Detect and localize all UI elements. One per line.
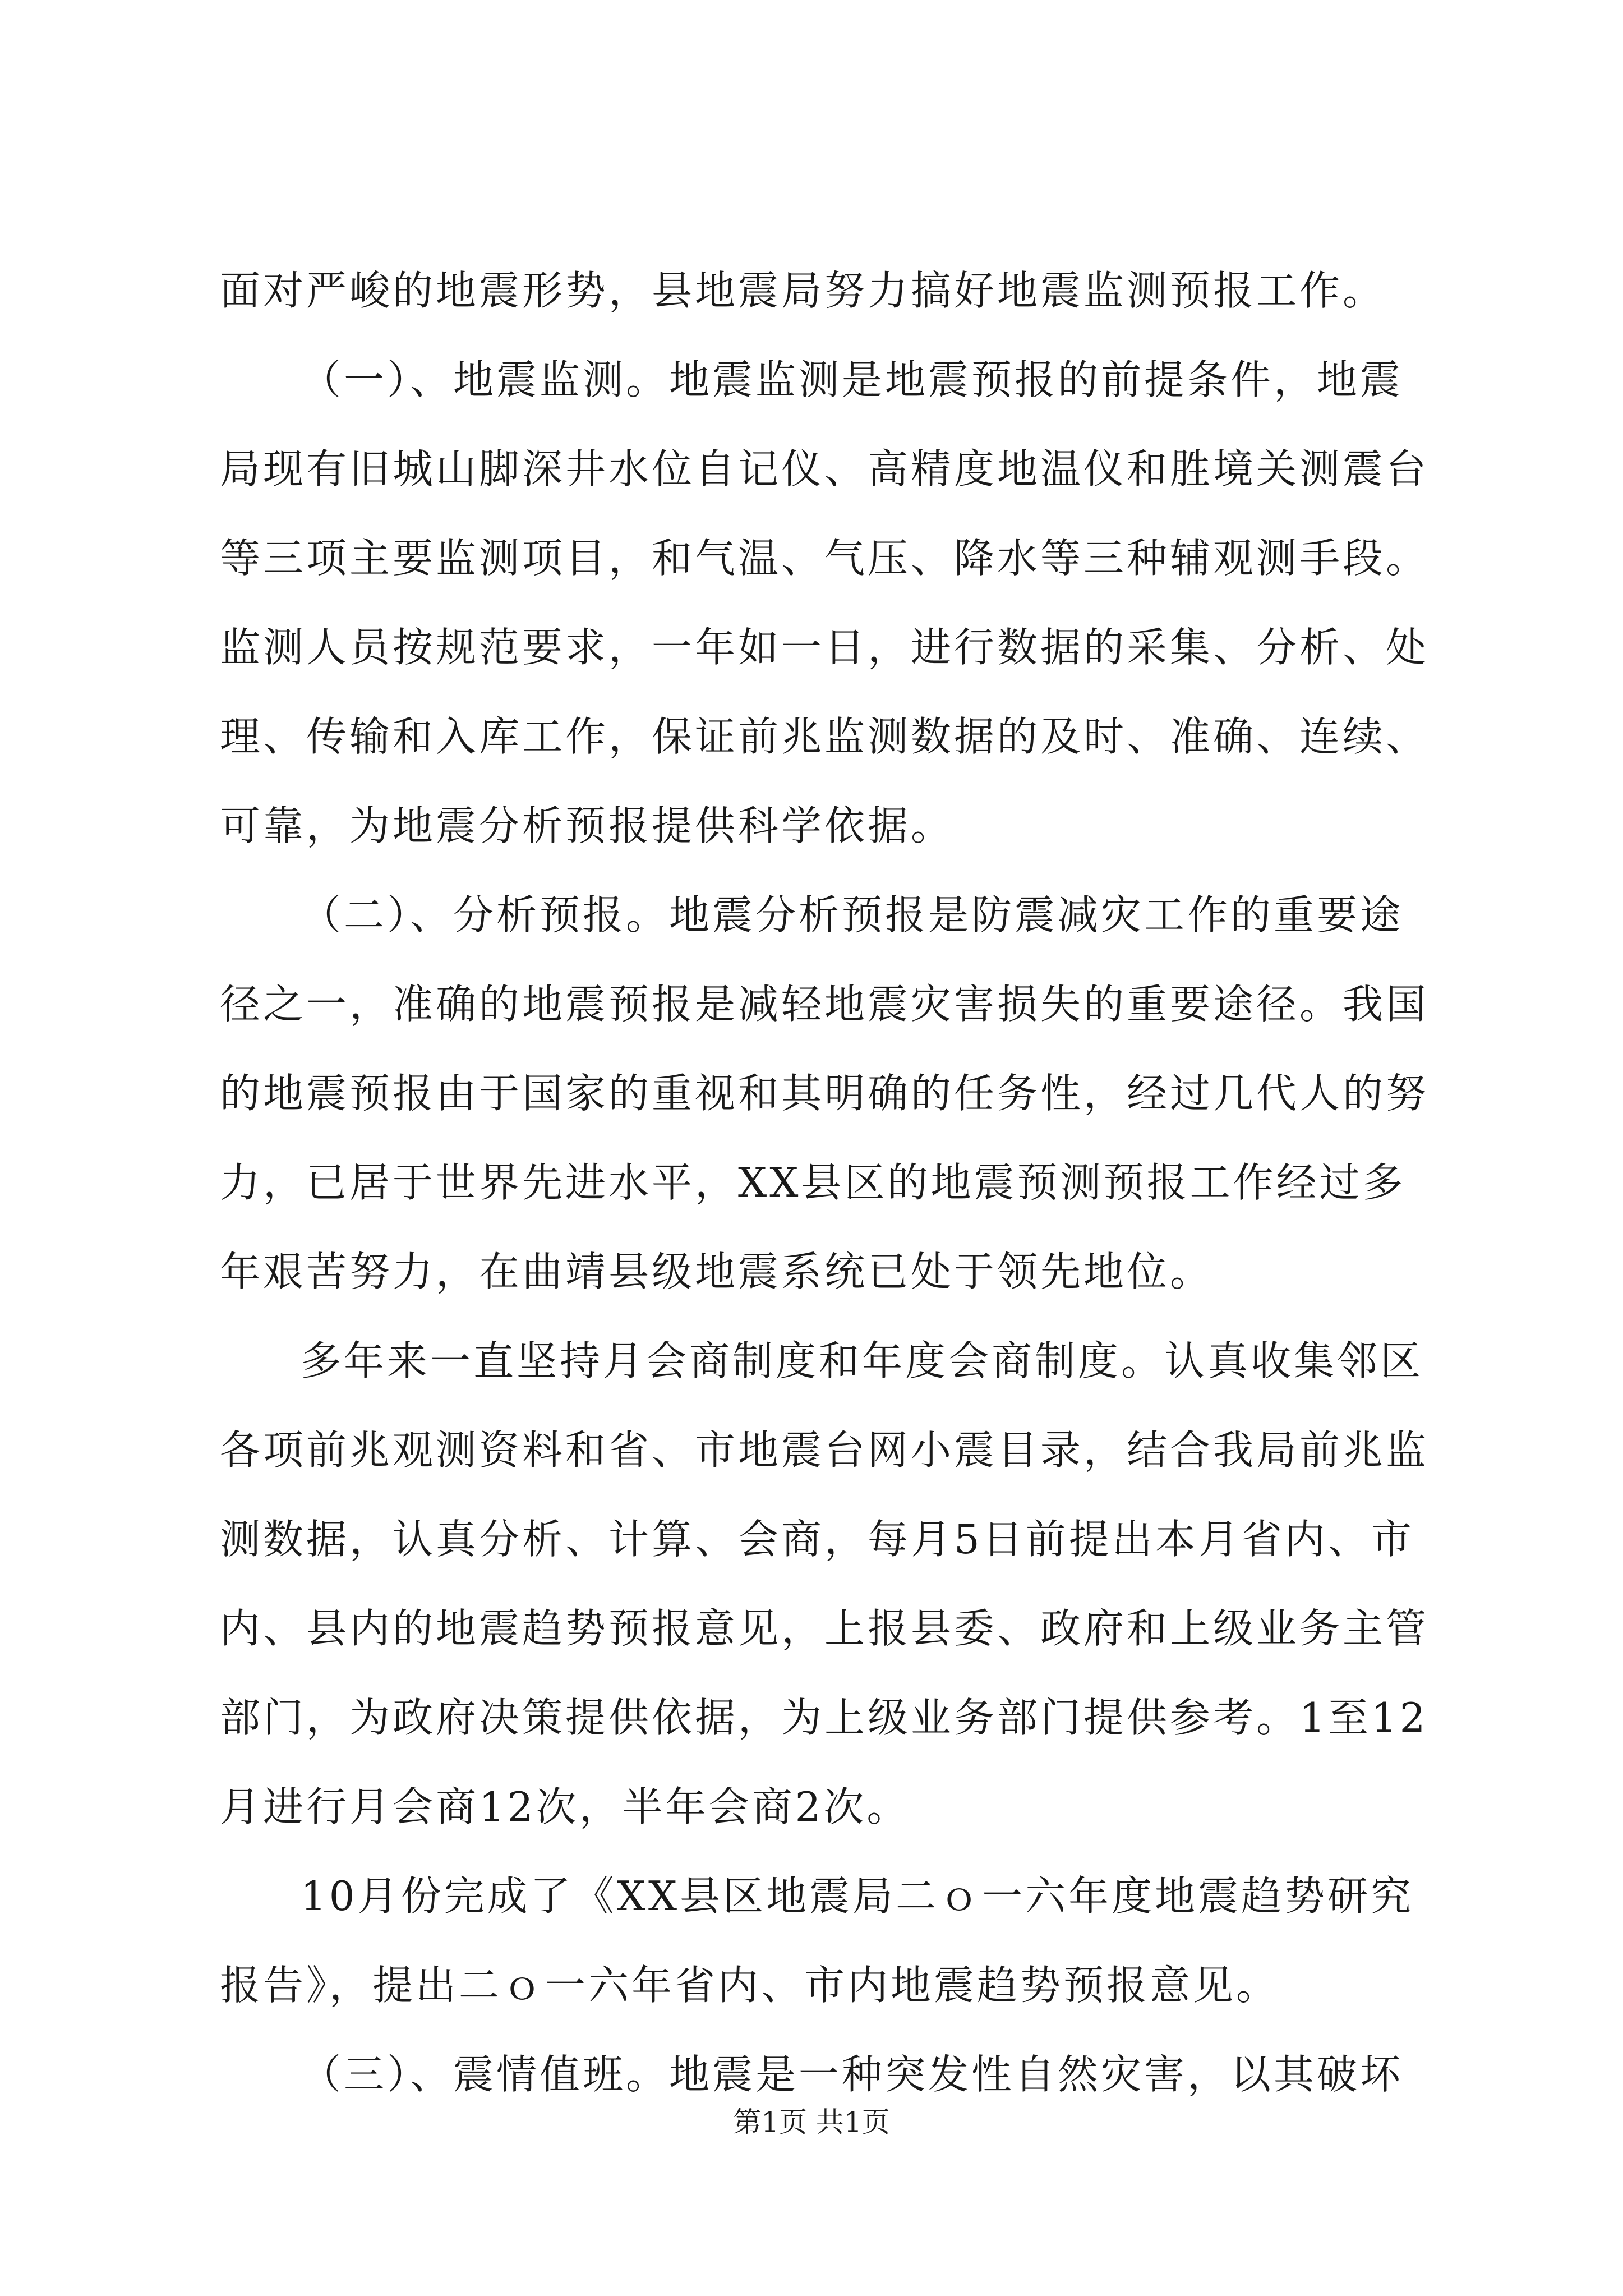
text-line: 年艰苦努力，在曲靖县级地震系统已处于领先地位。 (220, 1248, 1214, 1295)
text-line: 报告》，提出二ｏ一六年省内、市内地震趋势预报意见。 (220, 1962, 1280, 2009)
text-line: 10月份完成了《XX县区地震局二ｏ一六年度地震趋势研究 (301, 1872, 1414, 1920)
text-line: 理、传输和入库工作，保证前兆监测数据的及时、准确、连续、 (220, 713, 1430, 760)
text-line: 的地震预报由于国家的重视和其明确的任务性，经过几代人的努 (220, 1070, 1430, 1117)
text-line: 力，已居于世界先进水平，XX县区的地震预测预报工作经过多 (220, 1159, 1406, 1206)
text-line: 面对严峻的地震形势，县地震局努力搞好地震监测预报工作。 (220, 267, 1386, 314)
text-line: 可靠，为地震分析预报提供科学依据。 (220, 802, 955, 849)
text-line: 各项前兆观测资料和省、市地震台网小震目录，结合我局前兆监 (220, 1427, 1430, 1474)
text-line: 等三项主要监测项目，和气温、气压、降水等三种辅观测手段。 (220, 535, 1430, 582)
text-line: 测数据，认真分析、计算、会商，每月5日前提出本月省内、市 (220, 1516, 1414, 1563)
text-line: 局现有旧城山脚深井水位自记仪、高精度地温仪和胜境关测震台 (220, 445, 1430, 493)
page-number-footer: 第1页 共1页 (733, 2106, 890, 2138)
text-line: 月进行月会商12次，半年会商2次。 (220, 1783, 910, 1830)
text-line: 部门，为政府决策提供依据，为上级业务部门提供参考。1至12 (220, 1694, 1428, 1741)
text-line: （二）、分析预报。地震分析预报是防震减灾工作的重要途 (301, 891, 1404, 938)
text-line: 监测人员按规范要求，一年如一日，进行数据的采集、分析、处 (220, 624, 1430, 671)
text-line: （一）、地震监测。地震监测是地震预报的前提条件，地震 (301, 356, 1404, 403)
text-line: （三）、震情值班。地震是一种突发性自然灾害，以其破坏 (301, 2051, 1404, 2098)
text-line: 径之一，准确的地震预报是减轻地震灾害损失的重要途径。我国 (220, 981, 1430, 1028)
text-line: 多年来一直坚持月会商制度和年度会商制度。认真收集邻区 (301, 1337, 1424, 1384)
text-line: 内、县内的地震趋势预报意见，上报县委、政府和上级业务主管 (220, 1605, 1430, 1652)
